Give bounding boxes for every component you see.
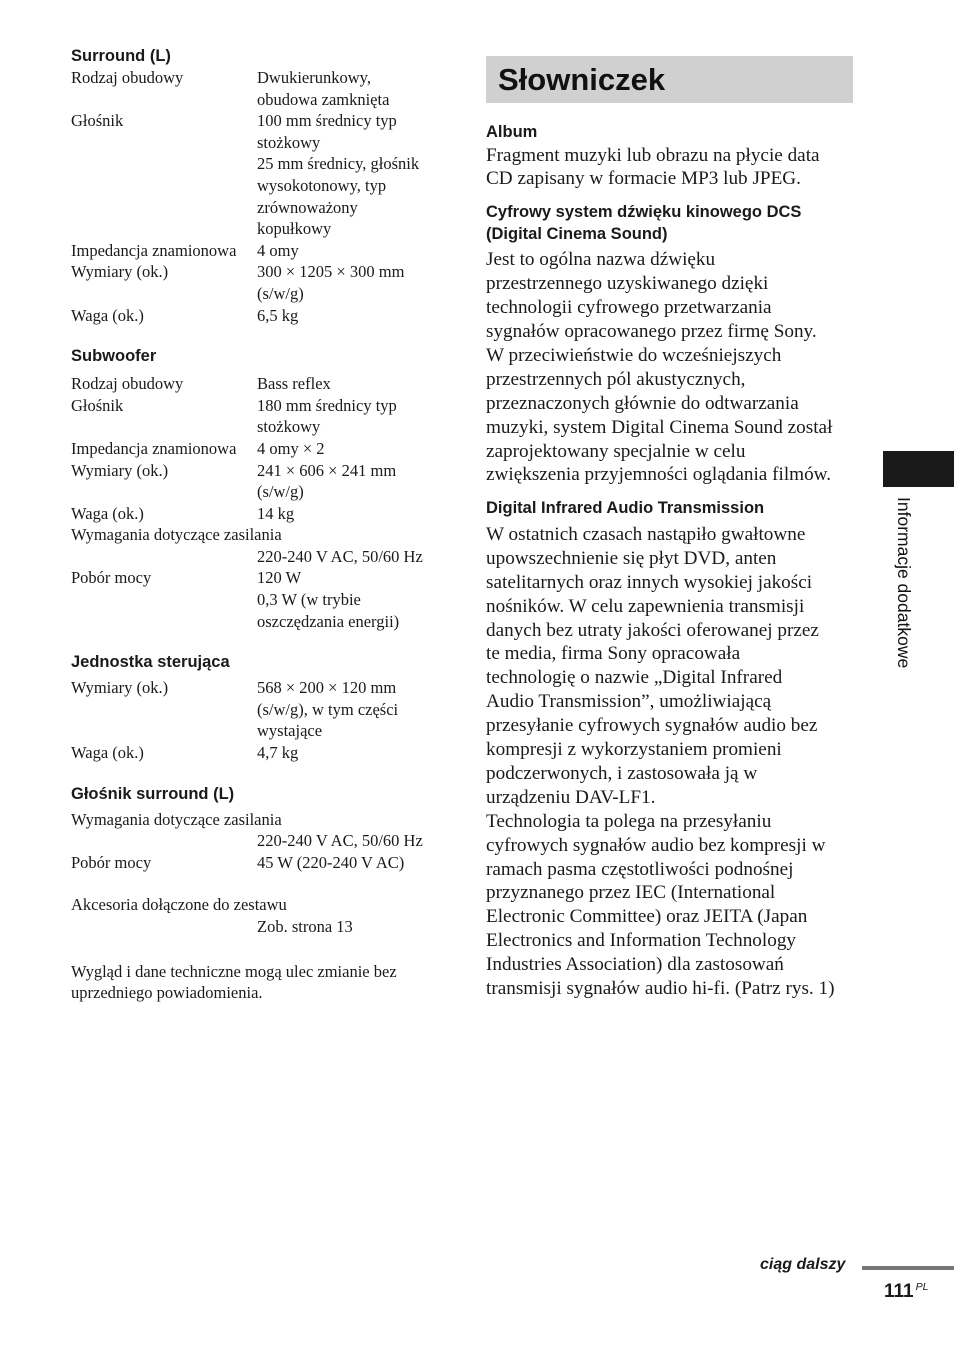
spec-row: [71, 261, 451, 304]
spec-value: [257, 677, 447, 742]
spec-value: [257, 460, 447, 503]
spec-value-line: 25 mm średnicy, głośnik: [257, 154, 420, 174]
spec-label: Rodzaj obudowy: [71, 374, 184, 394]
spec-value: Zob. strona 13: [257, 917, 353, 936]
page-language-suffix: PL: [915, 1281, 929, 1293]
definition-line: Jest to ogólna nazwa dźwięku: [486, 249, 716, 271]
spec-section-subwoofer: [71, 346, 451, 632]
definition-line: danych bez utraty jakości oferowanej przez: [486, 619, 819, 641]
definition-line: W ostatnich czasach nastąpiło gwałtowne: [486, 523, 806, 545]
definition-line: przestrzennego uzyskiwanego dzięki: [486, 273, 769, 295]
definition-line: Audio Transmission”, umożliwiającą: [486, 691, 772, 713]
spec-row: [71, 742, 451, 764]
spec-label: Impedancja znamionowa: [71, 240, 237, 260]
spec-value: 4 omy: [257, 240, 299, 260]
spacer: [71, 764, 451, 784]
term-line: (Digital Cinema Sound): [486, 224, 668, 243]
continued-rule: [862, 1266, 954, 1270]
spec-value: [257, 67, 447, 110]
spec-section-control-unit: [71, 652, 451, 763]
glossary-term: [486, 498, 858, 520]
definition-line: Electronic Committee) oraz JEITA (Japan: [486, 906, 808, 928]
glossary-definition: [486, 144, 858, 192]
glossary-definition: [486, 248, 858, 487]
definition-line: urządzeniu DAV-LF1.: [486, 786, 656, 808]
term-line: Album: [486, 123, 538, 141]
spacer: [71, 632, 451, 652]
spec-value: [257, 567, 447, 632]
spec-label: Impedancja znamionowa: [71, 438, 237, 458]
definition-line: zaprojektowany specjalnie w celu: [486, 440, 746, 462]
spec-row: [71, 503, 451, 525]
spec-label: Wymagania dotyczące zasilania: [71, 809, 282, 829]
spec-value-line: wysokotonowy, typ: [257, 175, 387, 195]
spec-label: Głośnik: [71, 111, 124, 131]
spacer: [71, 326, 451, 346]
spec-value-line: wystające: [257, 721, 323, 741]
specifications-column: [71, 46, 451, 1004]
spec-value: Bass reflex: [257, 374, 331, 394]
spec-row: [71, 305, 451, 327]
spec-value-line: stożkowy: [257, 417, 321, 437]
glossary-entry-dcs: [486, 202, 858, 487]
spec-section-surround-speaker: [71, 784, 451, 874]
spec-list: [71, 809, 451, 874]
spec-list: [71, 677, 451, 763]
spec-label: Wymagania dotyczące zasilania: [71, 525, 282, 545]
spec-value-line: Dwukierunkowy,: [257, 68, 371, 87]
spec-row: [71, 395, 451, 438]
spec-row: [71, 567, 451, 632]
disclaimer-line: uprzedniego powiadomienia.: [71, 983, 263, 1003]
definition-line: transmisji sygnałów audio hi-fi. (Patrz rys. 1): [486, 978, 835, 1000]
definition-line: W przeciwieństwie do wcześniejszych: [486, 344, 782, 366]
spec-value: 45 W (220-240 V AC): [257, 852, 405, 872]
spec-label: Pobór mocy: [71, 852, 152, 872]
spec-row: [71, 373, 451, 395]
definition-line: Fragment muzyki lub obrazu na płycie data: [486, 144, 820, 166]
spec-value-line: 0,3 W (w trybie: [257, 590, 361, 610]
definition-line: Technologia ta polega na przesyłaniu: [486, 810, 772, 832]
spec-value-line: stożkowy: [257, 132, 321, 152]
definition-line: CD zapisany w formacie MP3 lub JPEG.: [486, 168, 801, 190]
spec-row: [71, 67, 451, 110]
definition-line: nośników. W celu zapewnienia transmisji: [486, 595, 805, 617]
spec-value-line: (s/w/g), w tym części: [257, 699, 399, 719]
spec-value-line: 120 W: [257, 568, 302, 588]
spec-label: Waga (ok.): [71, 743, 144, 763]
definition-line: te media, firma Sony opracowała: [486, 643, 741, 665]
section-heading: Subwoofer: [71, 347, 157, 366]
spec-list: [71, 373, 451, 632]
glossary-term: [486, 202, 858, 245]
definition-line: przesyłanie cyfrowych sygnałów audio bez: [486, 715, 818, 737]
definition-line: satelitarnych oraz innych wysokiej jakości: [486, 571, 813, 593]
disclaimer-line: Wygląd i dane techniczne mogą ulec zmianie bez: [71, 961, 397, 981]
accessories: [71, 894, 451, 937]
definition-line: Industries Association) dla zastosowań: [486, 954, 784, 976]
spec-value: [257, 110, 447, 240]
section-heading: Głośnik surround (L): [71, 784, 235, 803]
spec-label: Wymiary (ok.): [71, 678, 169, 698]
spec-row: [71, 438, 451, 460]
spec-value-line: obudowa zamknięta: [257, 89, 390, 109]
spec-value: 4 omy × 2: [257, 438, 325, 458]
definition-line: muzyki, system Digital Cinema Sound został: [486, 416, 833, 438]
spec-label: Rodzaj obudowy: [71, 68, 184, 87]
spec-label: Głośnik: [71, 395, 124, 415]
spec-label: Akcesoria dołączone do zestawu: [71, 895, 287, 915]
continued-label: ciąg dalszy: [760, 1256, 846, 1273]
spec-label: Pobór mocy: [71, 568, 152, 588]
spec-value-line: 180 mm średnicy typ: [257, 395, 397, 415]
spec-row: [71, 460, 451, 503]
definition-line: przestrzennych pól akustycznych,: [486, 368, 746, 390]
glossary-title: Słowniczek: [486, 56, 853, 103]
glossary-definition: [486, 523, 858, 1001]
spec-value-line: oszczędzania energii): [257, 611, 400, 631]
glossary-term: [486, 122, 858, 144]
definition-line: upowszechnienie się płyt DVD, anten: [486, 547, 777, 569]
spec-value: 220-240 V AC, 50/60 Hz: [257, 546, 423, 566]
definition-line: sygnałów opracowanego przez firmę Sony.: [486, 321, 817, 343]
spec-value: [257, 261, 447, 304]
term-line: Cyfrowy system dźwięku kinowego DCS: [486, 203, 802, 222]
spec-value-line: (s/w/g): [257, 283, 304, 303]
spec-list: [71, 67, 451, 326]
spec-value-line: kopułkowy: [257, 219, 332, 239]
glossary-entry-dit: [486, 498, 858, 1001]
spec-value-line: 300 × 1205 × 300 mm: [257, 262, 405, 282]
spec-row: [71, 240, 451, 262]
spec-value: 220-240 V AC, 50/60 Hz: [257, 831, 423, 851]
spec-row: [71, 110, 451, 240]
spec-section-surround: [71, 46, 451, 326]
definition-line: przeznaczonych głównie do odtwarzania: [486, 392, 799, 414]
spec-value: 4,7 kg: [257, 743, 299, 763]
definition-line: podczerwonych, i zastosowała ją w: [486, 762, 758, 784]
definition-line: kompresji z wykorzystaniem promieni: [486, 739, 782, 761]
spec-row: [71, 852, 451, 874]
glossary-column: [486, 56, 858, 1001]
spec-label: Wymiary (ok.): [71, 460, 169, 480]
spec-label: Waga (ok.): [71, 305, 144, 325]
spec-value: 6,5 kg: [257, 305, 299, 325]
spec-label: Wymiary (ok.): [71, 262, 169, 282]
spec-row: [71, 677, 451, 742]
definition-line: zwiększenia przyjemności oglądania filmów.: [486, 464, 832, 486]
spec-value-line: 241 × 606 × 241 mm: [257, 460, 397, 480]
section-tab-marker: [883, 451, 954, 487]
glossary-entry-album: [486, 122, 858, 191]
page-number-value: 111: [884, 1281, 914, 1302]
definition-line: cyfrowych sygnałów audio bez kompresji w: [486, 834, 826, 856]
section-tab-label: Informacje dodatkowe: [894, 497, 914, 669]
spec-value-line: 568 × 200 × 120 mm: [257, 678, 397, 698]
definition-line: ramach pasma częstotliwości podnośnej: [486, 858, 794, 880]
spec-value-line: 100 mm średnicy typ: [257, 111, 397, 131]
section-heading: Surround (L): [71, 47, 171, 65]
page-number: [884, 1281, 928, 1303]
term-line: Digital Infrared Audio Transmission: [486, 499, 765, 518]
definition-line: Electronics and Information Technology: [486, 930, 797, 952]
definition-line: przyznanego przez IEC (International: [486, 882, 776, 904]
spec-value: [257, 395, 447, 438]
spec-label: Waga (ok.): [71, 503, 144, 523]
spec-value: 14 kg: [257, 503, 295, 523]
spec-value-line: zrównoważony: [257, 197, 358, 217]
definition-line: technologii cyfrowego przetwarzania: [486, 297, 772, 319]
section-heading: Jednostka sterująca: [71, 653, 230, 672]
definition-line: technologię o nazwie „Digital Infrared: [486, 667, 783, 689]
spec-value-line: (s/w/g): [257, 482, 304, 502]
disclaimer: [71, 961, 451, 1004]
